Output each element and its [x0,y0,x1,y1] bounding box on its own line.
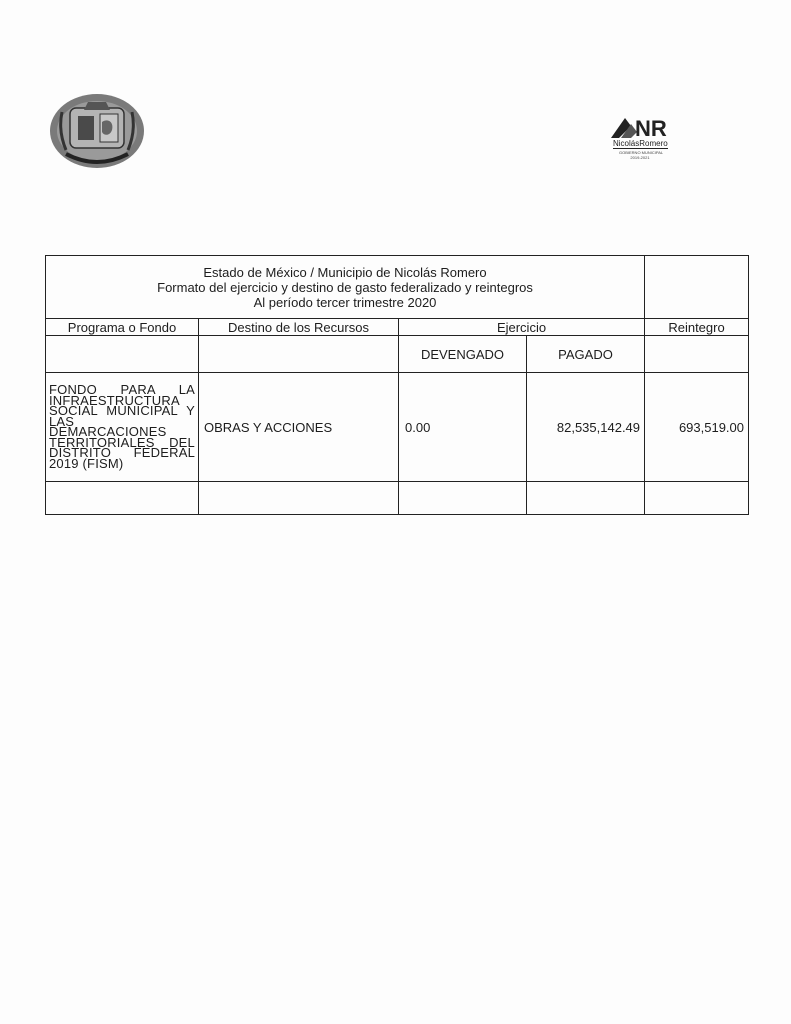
cell-destino: OBRAS Y ACCIONES [199,373,399,482]
municipal-logo [609,112,679,162]
empty-cell [199,482,399,515]
empty-table-row [46,482,749,515]
logo-subtitle-line2: 2019-2021 [630,155,650,160]
table-row [46,373,749,482]
title-row [46,256,749,319]
logo-mark: NR [635,116,667,141]
empty-cell [46,482,199,515]
title-line-2: Formato del ejercicio y destino de gasto federalizado y reintegros [157,279,533,295]
cell-devengado: 0.00 [399,373,527,482]
empty-cell [527,482,645,515]
col-header-programa: Programa o Fondo [46,319,199,336]
state-of-mexico-seal-icon [48,92,146,170]
empty-cell [645,482,749,515]
subheader-pagado: PAGADO [527,336,645,373]
title-line-1: Estado de México / Municipio de Nicolás Romero [203,264,487,280]
subheader-devengado: DEVENGADO [399,336,527,373]
logo-name: NicolásRomero [613,139,668,148]
col-header-destino: Destino de los Recursos [199,319,399,336]
report-title [46,256,645,319]
col-header-reintegro: Reintegro [645,319,749,336]
subheader-blank [199,336,399,373]
empty-cell [399,482,527,515]
title-line-3: Al período tercer trimestre 2020 [253,294,437,310]
logo-subtitle [619,150,664,160]
logo-subtitle-line1: GOBIERNO MUNICIPAL [619,150,664,155]
subheader-blank [645,336,749,373]
cell-programa: FONDO PARA LA INFRAESTRUCTURA SOCIAL MUNICIPAL Y LAS DEMARCACIONES TERRITORIALES DEL DISTRITO FEDERAL 2019 (FISM) [46,373,199,482]
subheader-blank [46,336,199,373]
state-seal [48,92,146,170]
column-header-row [46,319,749,336]
col-header-ejercicio: Ejercicio [399,319,645,336]
subheader-row [46,336,749,373]
report-table [45,255,749,515]
cell-pagado: 82,535,142.49 [527,373,645,482]
title-blank-cell [645,256,749,319]
cell-reintegro: 693,519.00 [645,373,749,482]
